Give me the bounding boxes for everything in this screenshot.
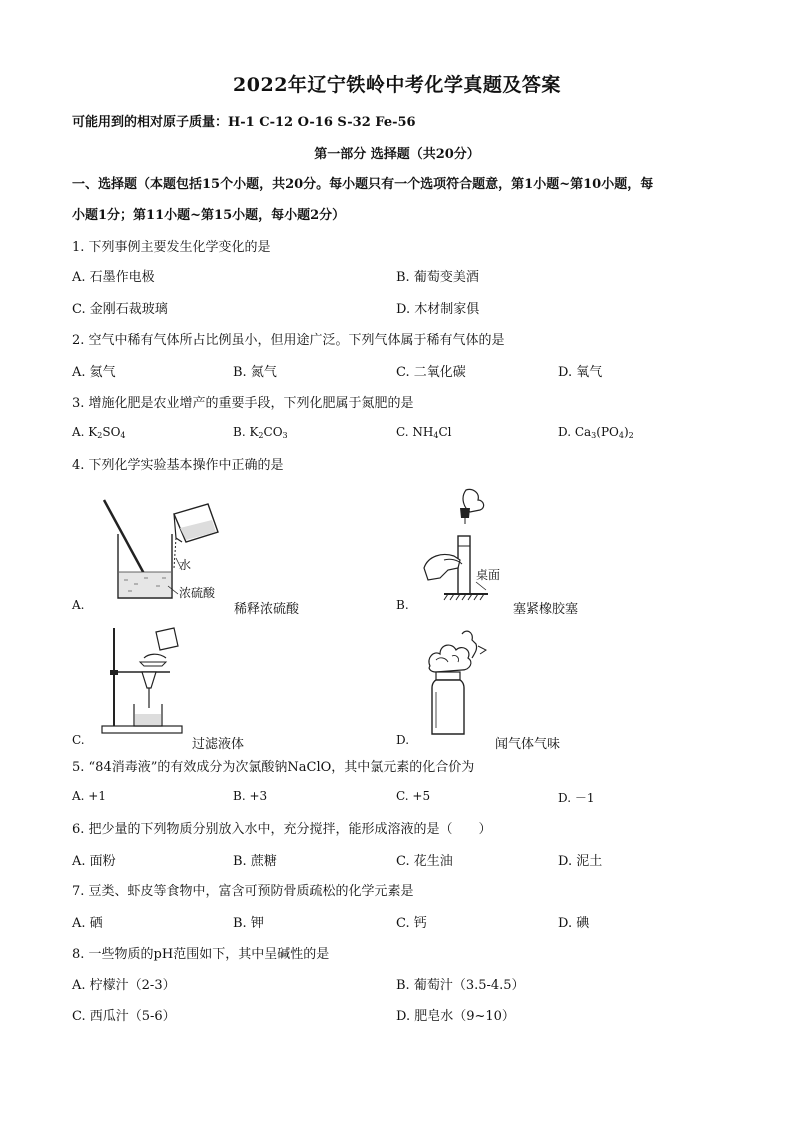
- q8-option-c: C. 西瓜汁（5-6）: [72, 1009, 176, 1024]
- q2-option-c: C. 二氧化碳: [396, 365, 466, 380]
- label-desk: 桌面: [476, 568, 501, 582]
- q7-option-b: B. 钾: [233, 916, 264, 931]
- label-concentrated-acid: 浓硫酸: [179, 586, 216, 600]
- q3-stem: 3. 增施化肥是农业增产的重要手段，下列化肥属于氮肥的是: [72, 396, 414, 411]
- figure-smell-gas: [422, 628, 498, 740]
- page-title: 2022年辽宁铁岭中考化学真题及答案: [233, 74, 561, 96]
- part-heading: 第一部分 选择题（共20分）: [314, 147, 480, 162]
- q5-stem: 5. “84消毒液”的有效成分为次氯酸钠NaClO，其中氯元素的化合价为: [72, 760, 475, 775]
- q4-option-c-caption: 过滤液体: [192, 737, 245, 752]
- q2-stem: 2. 空气中稀有气体所占比例虽小，但用途广泛。下列气体属于稀有气体的是: [72, 333, 505, 348]
- q3-option-c: C. $NH_4Cl$: [396, 425, 452, 440]
- q8-option-a: A. 柠檬汁（2-3）: [72, 978, 176, 993]
- q6-option-d: D. 泥土: [558, 854, 603, 869]
- figure-dilute-acid: [90, 494, 240, 606]
- atomic-masses: 可能用到的相对原子质量：H-1 C-12 O-16 S-32 Fe-56: [72, 115, 416, 130]
- q4-option-a-letter: A.: [72, 598, 85, 612]
- q4-option-c-letter: C.: [72, 733, 85, 747]
- q7-stem: 7. 豆类、虾皮等食物中，富含可预防骨质疏松的化学元素是: [72, 884, 414, 899]
- q7-option-a: A. 硒: [72, 916, 103, 931]
- section-heading-line2: 小题1分；第11小题~第15小题，每小题2分）: [72, 208, 346, 223]
- q1-option-c: C. 金刚石裁玻璃: [72, 302, 168, 317]
- q4-option-b-letter: B.: [396, 598, 409, 612]
- q1-option-a: A. 石墨作电极: [72, 270, 155, 285]
- figure-filtration: [96, 626, 188, 738]
- q4-stem: 4. 下列化学实验基本操作中正确的是: [72, 458, 284, 473]
- q4-option-d-caption: 闻气体气味: [495, 737, 561, 752]
- q6-option-b: B. 蔗糖: [233, 854, 277, 869]
- q7-option-c: C. 钙: [396, 916, 427, 931]
- q3-option-d: D. $Ca_3(PO_4)_2$: [558, 425, 634, 440]
- q1-option-d: D. 木材制家俱: [396, 302, 480, 317]
- q4-option-a-caption: 稀释浓硫酸: [234, 602, 300, 617]
- q3-option-a: A. $K_2SO_4$: [72, 425, 126, 440]
- q6-option-a: A. 面粉: [72, 854, 116, 869]
- q4-option-d-letter: D.: [396, 733, 410, 747]
- q2-option-a: A. 氦气: [72, 365, 116, 380]
- q6-option-c: C. 花生油: [396, 854, 453, 869]
- q6-stem: 6. 把少量的下列物质分别放入水中，充分搅拌，能形成溶液的是（ ）: [72, 822, 492, 837]
- q7-option-d: D. 碘: [558, 916, 590, 931]
- q5-option-d: D. －1: [558, 791, 595, 805]
- q8-option-d: D. 肥皂水（9~10）: [396, 1009, 515, 1024]
- q8-stem: 8. 一些物质的pH范围如下，其中呈碱性的是: [72, 947, 330, 962]
- q5-option-a: A. +1: [72, 789, 106, 803]
- q1-option-b: B. 葡萄变美酒: [396, 270, 479, 285]
- figure-rubber-stopper: [414, 486, 524, 606]
- q2-option-d: D. 氧气: [558, 365, 603, 380]
- q5-option-c: C. +5: [396, 789, 431, 803]
- q1-stem: 1. 下列事例主要发生化学变化的是: [72, 240, 271, 255]
- q3-option-b: B. $K_2CO_3$: [233, 425, 288, 440]
- q5-option-b: B. +3: [233, 789, 268, 803]
- label-water: 水: [179, 558, 192, 572]
- q4-option-b-caption: 塞紧橡胶塞: [513, 602, 579, 617]
- section-heading-line1: 一、选择题（本题包括15个小题，共20分。每小题只有一个选项符合题意，第1小题~第10小题，每: [72, 177, 654, 192]
- q2-option-b: B. 氮气: [233, 365, 277, 380]
- q8-option-b: B. 葡萄汁（3.5-4.5）: [396, 978, 525, 993]
